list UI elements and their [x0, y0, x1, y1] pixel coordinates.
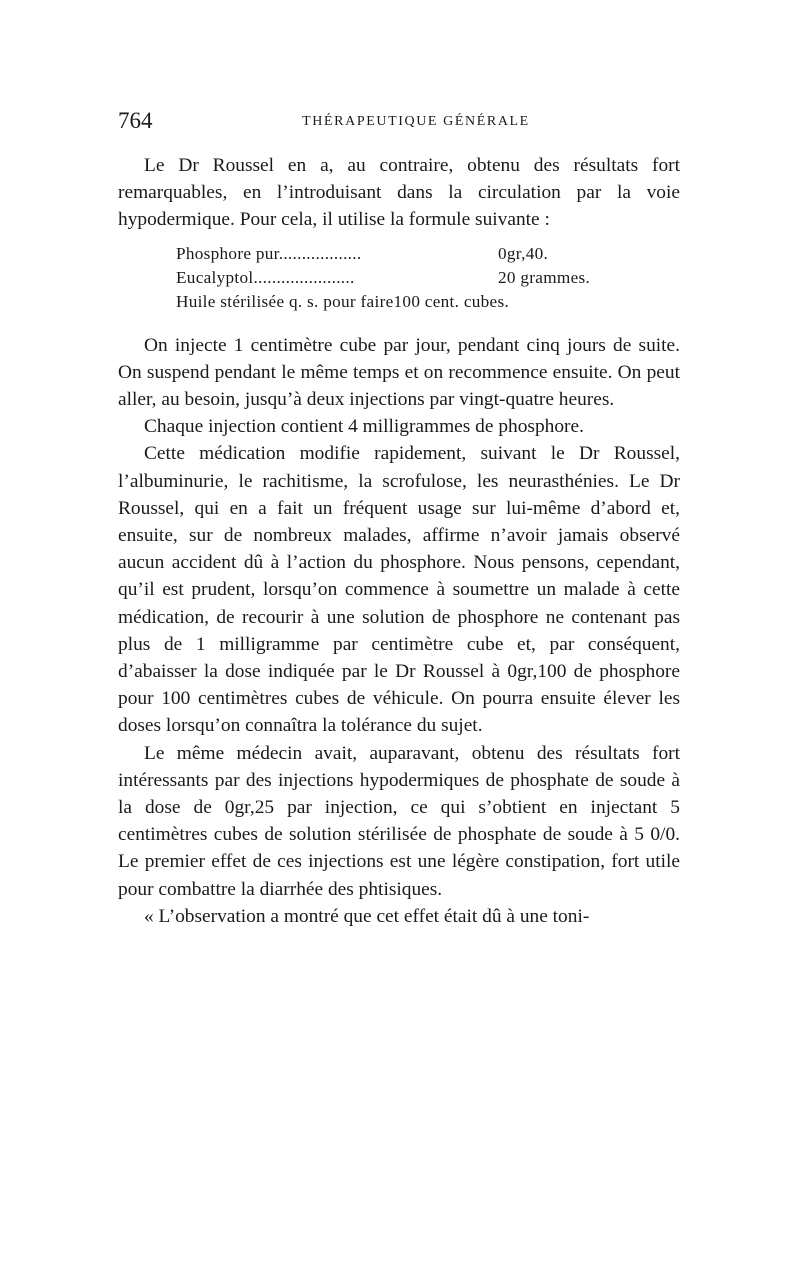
formula-quantity: 20 grammes.: [498, 267, 591, 287]
book-page: [118, 108, 680, 930]
formula-row: [176, 242, 680, 266]
paragraph: Le même médecin avait, auparavant, obtenu des résultats fort intéressants par des injections hypodermiques de phosphate de soude à la dose de 0gr,25 par injection, ce qui s’obtient en injectant 5 centimètres cubes de solution stérilisée de phosphate de soude à 5 0/0. Le premier effet de ces injections est une légère constipation, fort utile pour combattre la diarrhée des phtisiques.: [118, 742, 680, 900]
formula-ingredient: Eucalyptol......................: [176, 267, 355, 287]
paragraph: Cette médication modifie rapidement, suivant le Dr Roussel, l’albuminurie, le rachitisme, la scrofulose, les neurasthénies. Le Dr Roussel, qui en a fait un fréquent usage sur lui-même d’abord et, ensuite, sur de nombreux malades, affirme n’avoir jamais observé aucun accident dû à l’action du phosphore. Nous pensons, cependant, qu’il est prudent, lorsqu’on commence à soumettre un malade à cette médication, de recourir à une solution de phosphore ne contenant pas plus de 1 milligramme par centimètre cube et, par conséquent, d’abaisser la dose indiquée par le Dr Roussel à 0gr,100 de phosphore pour 100 centimètres cubes de véhicule. On pourra ensuite élever les doses lorsqu’on connaîtra la tolérance du sujet.: [118, 443, 680, 737]
page-number: 764: [118, 108, 153, 133]
formula-ingredient: Phosphore pur..................: [176, 243, 362, 263]
formula-quantity: 0gr,40.: [498, 243, 549, 263]
formula-row: [176, 266, 680, 290]
body-text: [118, 152, 680, 930]
running-head: [118, 108, 680, 142]
paragraph: Chaque injection contient 4 milligrammes de phosphore.: [144, 416, 584, 438]
paragraph: Le Dr Roussel en a, au contraire, obtenu des résultats fort remarquables, en l’introduisant dans la circulation par la voie hypodermique. Pour cela, il utilise la formule suivante :: [118, 155, 680, 231]
paragraph: On injecte 1 centimètre cube par jour, pendant cinq jours de suite. On suspend pendant le même temps et on recommence ensuite. On peut aller, au besoin, jusqu’à deux injections par vingt-quatre heures.: [118, 334, 680, 411]
formula-ingredient: Huile stérilisée q. s. pour faire: [176, 291, 394, 311]
paragraph: « L’observation a montré que cet effet était dû à une toni-: [144, 905, 590, 927]
formula-block: [176, 242, 680, 314]
running-title: THÉRAPEUTIQUE GÉNÉRALE: [302, 114, 530, 129]
formula-row: [176, 290, 680, 314]
formula-quantity: 100 cent. cubes.: [393, 291, 510, 311]
